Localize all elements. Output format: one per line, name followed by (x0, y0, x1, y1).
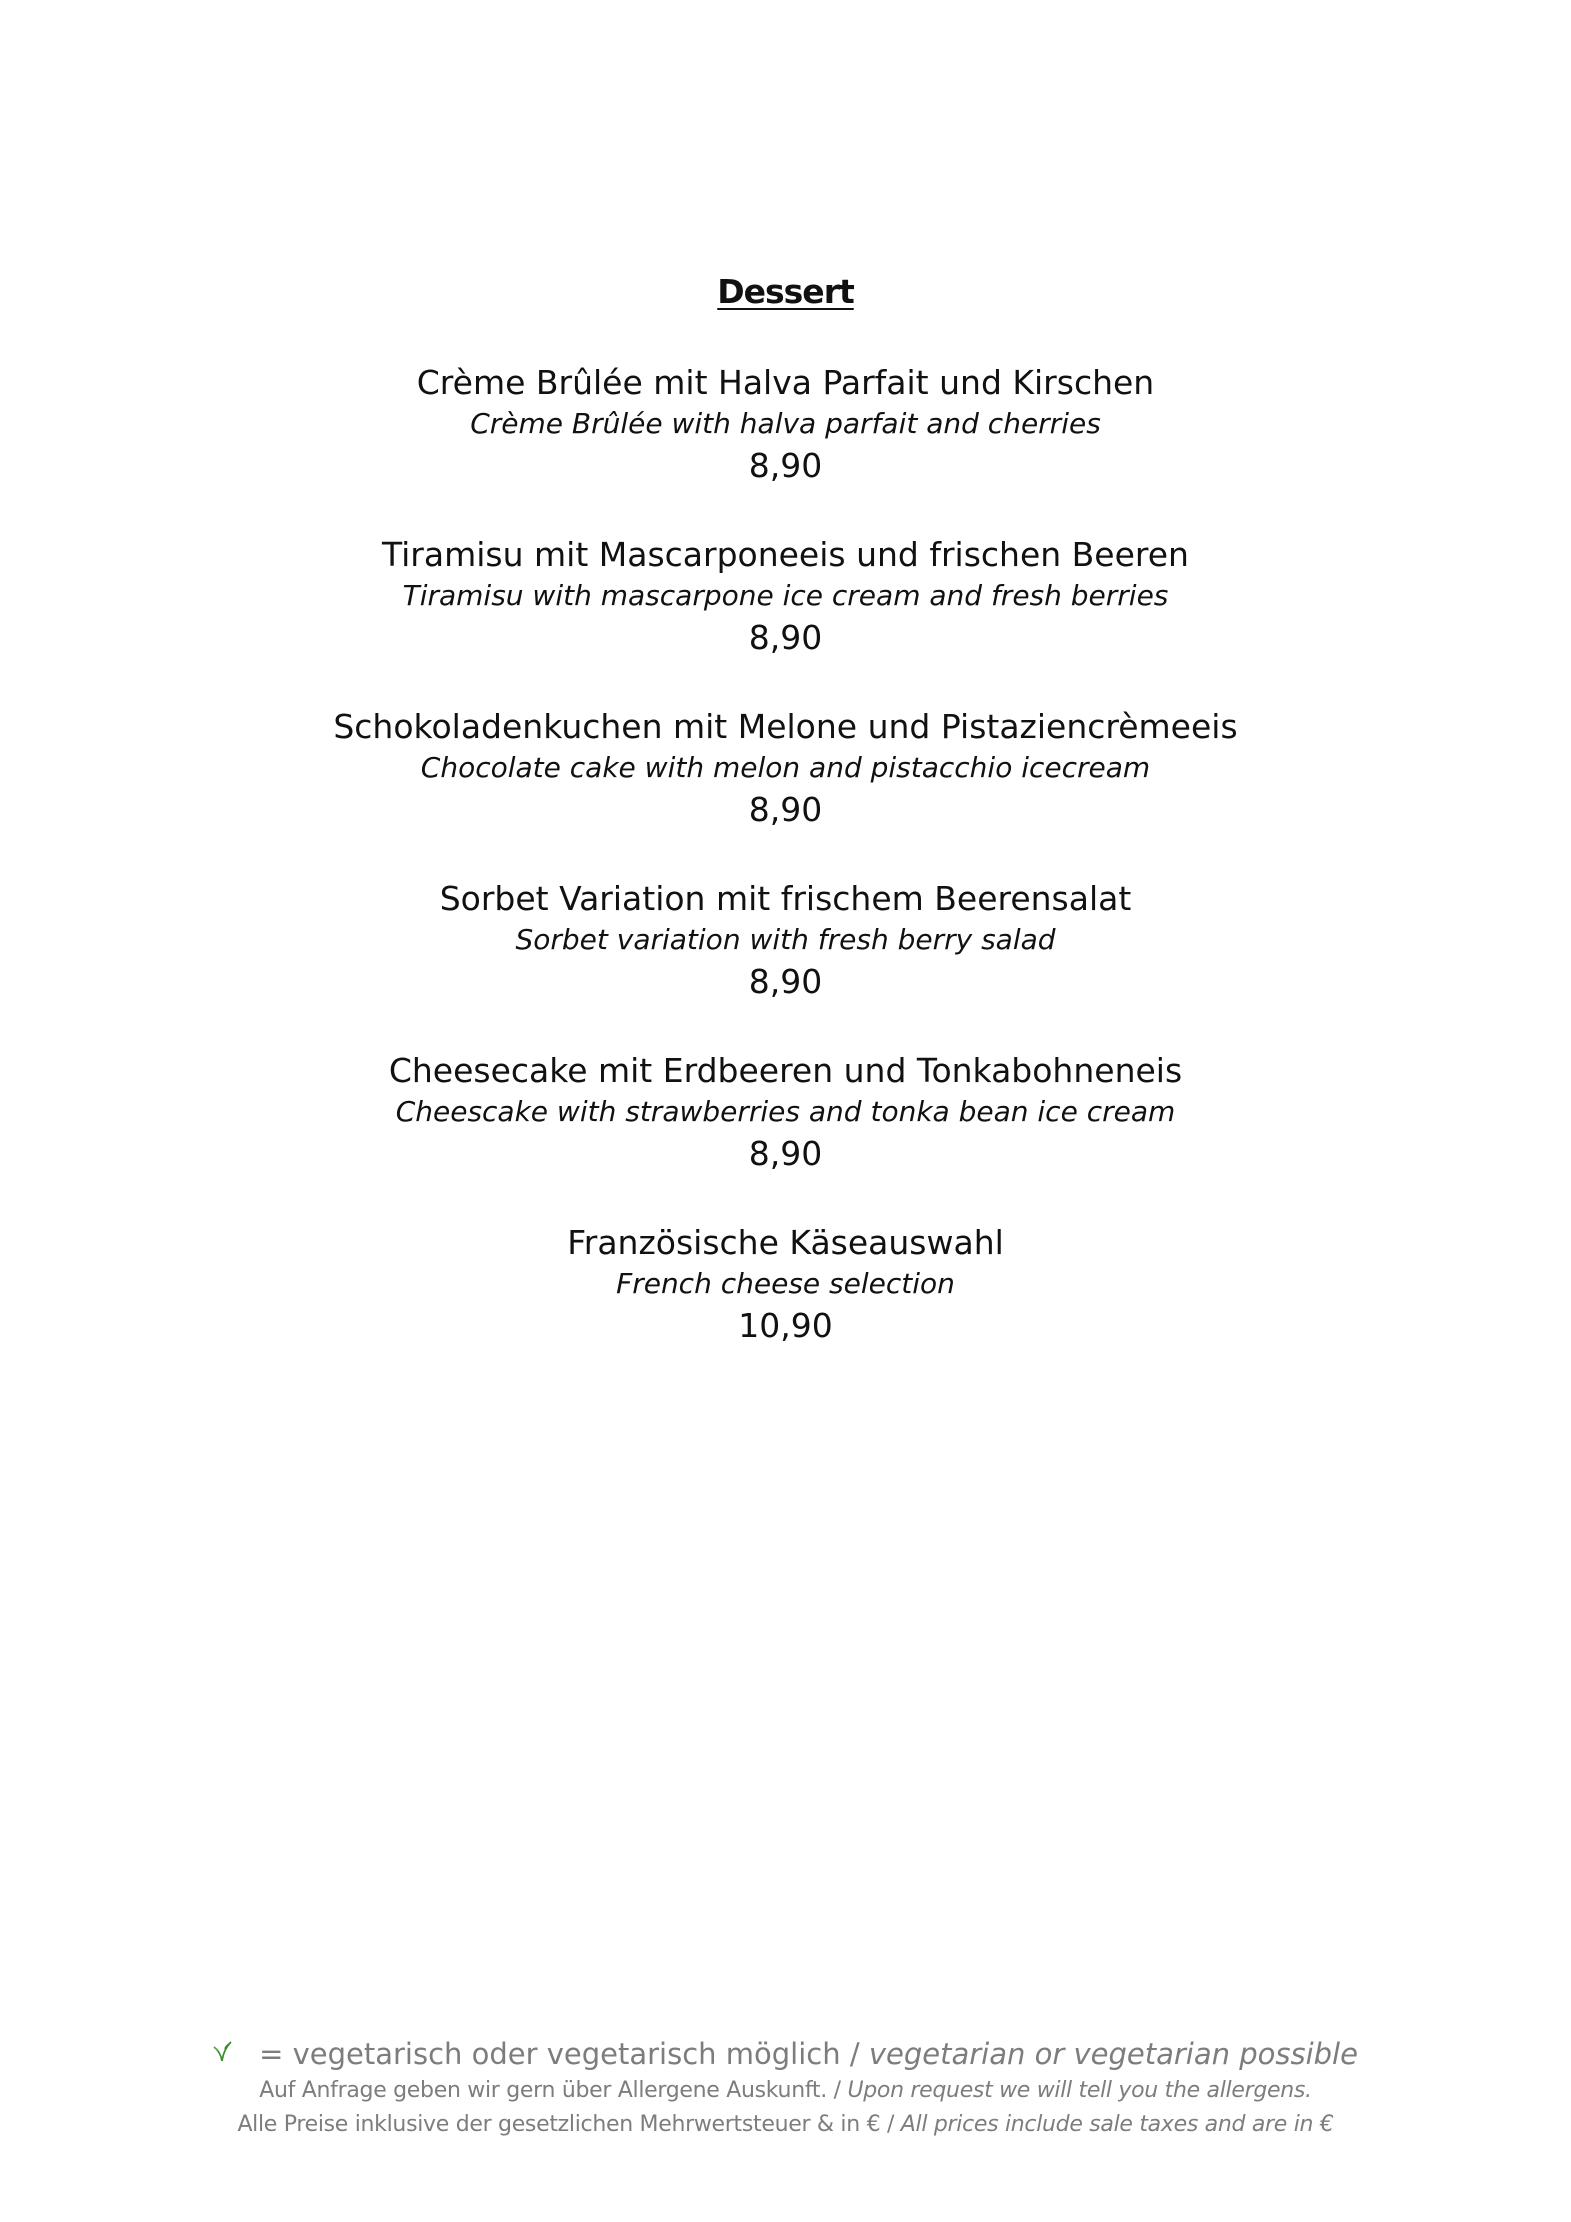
allergens-en: Upon request we will tell you the allergens. (847, 2078, 1312, 2103)
leaf-icon (213, 2032, 233, 2054)
item-name: Crème Brûlée mit Halva Parfait und Kirschen (416, 363, 1155, 402)
prices-note (0, 2108, 1571, 2142)
menu-item (0, 1222, 1571, 1394)
item-name: Schokoladenkuchen mit Melone und Pistaziencrèmeeis (333, 707, 1238, 746)
item-translation: Crème Brûlée with halva parfait and cherries (470, 407, 1101, 440)
item-price: 8,90 (748, 446, 823, 485)
item-price: 8,90 (748, 790, 823, 829)
legend-de: = vegetarisch oder vegetarisch möglich / (259, 2037, 860, 2071)
item-translation: Sorbet variation with fresh berry salad (515, 923, 1056, 956)
item-price: 8,90 (748, 618, 823, 657)
page-title: Dessert (717, 272, 854, 311)
allergens-de: Auf Anfrage geben wir gern über Allergene Auskunft. / (259, 2078, 841, 2103)
item-name: Sorbet Variation mit frischem Beerensalat (439, 879, 1132, 918)
footer-notes (0, 2032, 1571, 2142)
prices-en: All prices include sale taxes and are in € (900, 2112, 1334, 2137)
legend-en: vegetarian or vegetarian possible (868, 2037, 1358, 2071)
menu-item (0, 878, 1571, 1050)
item-name: Tiramisu mit Mascarponeeis und frischen Beeren (382, 535, 1189, 574)
menu-item (0, 706, 1571, 878)
allergens-note (0, 2074, 1571, 2108)
item-translation: French cheese selection (616, 1267, 955, 1300)
item-translation: Chocolate cake with melon and pistacchio icecream (420, 751, 1151, 784)
menu-item (0, 362, 1571, 534)
menu-item (0, 1050, 1571, 1222)
vegetarian-legend (0, 2032, 1571, 2074)
item-translation: Tiramisu with mascarpone ice cream and fresh berries (402, 579, 1169, 612)
dessert-list (0, 362, 1571, 1394)
menu-item (0, 534, 1571, 706)
prices-de: Alle Preise inklusive der gesetzlichen Mehrwertsteuer & in € / (237, 2112, 895, 2137)
item-price: 8,90 (748, 962, 823, 1001)
item-translation: Cheescake with strawberries and tonka bean ice cream (395, 1095, 1176, 1128)
item-price: 10,90 (738, 1306, 833, 1345)
item-name: Cheesecake mit Erdbeeren und Tonkabohneneis (388, 1051, 1183, 1090)
item-name: Französische Käseauswahl (567, 1223, 1004, 1262)
item-price: 8,90 (748, 1134, 823, 1173)
